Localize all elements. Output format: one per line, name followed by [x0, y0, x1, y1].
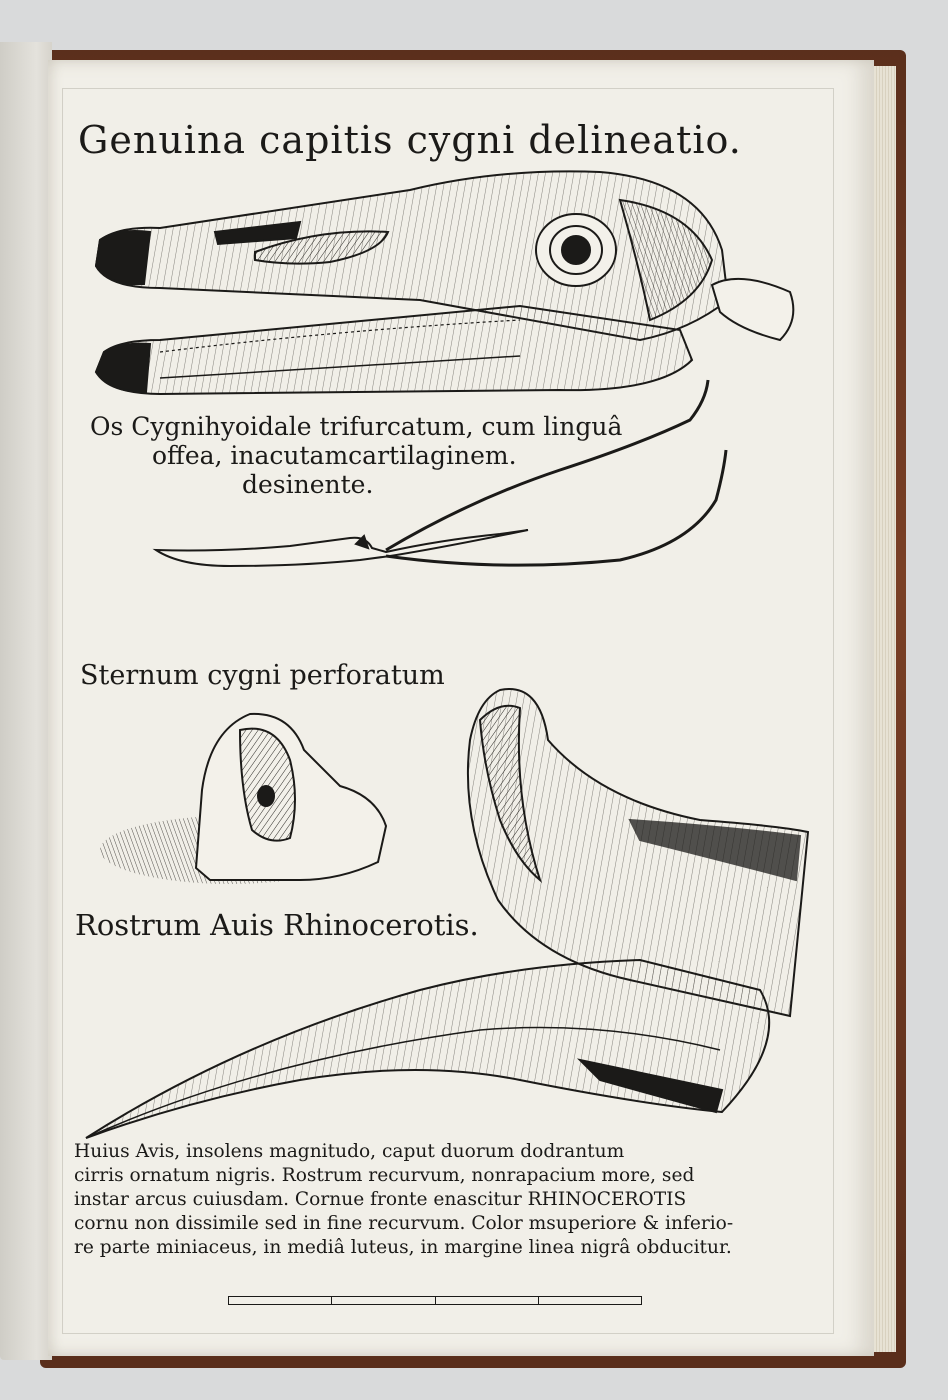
scale-bar-segment: [229, 1297, 332, 1304]
sternum-icon: [100, 714, 386, 884]
swan-skull-icon: [96, 171, 793, 394]
description-paragraph: [74, 1140, 814, 1260]
scale-bar-segment: [539, 1297, 641, 1304]
hyoid-caption-line: desinente.: [242, 470, 374, 499]
sternum-caption: Sternum cygni perforatum: [80, 660, 445, 691]
hyoid-caption-line: Os Cygnihyoidale trifurcatum, cum linguâ: [90, 412, 623, 441]
hyoid-caption: [90, 412, 622, 499]
plate-title: Genuina capitis cygni delineatio.: [78, 118, 742, 162]
scale-bar-segment: [332, 1297, 435, 1304]
scale-bar-segment: [436, 1297, 539, 1304]
description-line: re parte miniaceus, in mediâ luteus, in margine linea nigrâ obducitur.: [74, 1237, 732, 1258]
description-line: Huius Avis, insolens magnitudo, caput duorum dodrantum: [74, 1141, 625, 1162]
hyoid-caption-line: offea, inacutamcartilaginem.: [152, 441, 517, 470]
scale-bar: [228, 1296, 642, 1305]
description-line: cornu non dissimile sed in fine recurvum. Color msuperiore & inferio-: [74, 1213, 734, 1234]
rostrum-caption: Rostrum Auis Rhinocerotis.: [75, 908, 479, 942]
description-line: instar arcus cuiusdam. Cornue fronte enascitur RHINOCEROTIS: [74, 1189, 687, 1210]
description-line: cirris ornatum nigris. Rostrum recurvum, nonrapacium more, sed: [74, 1165, 695, 1186]
